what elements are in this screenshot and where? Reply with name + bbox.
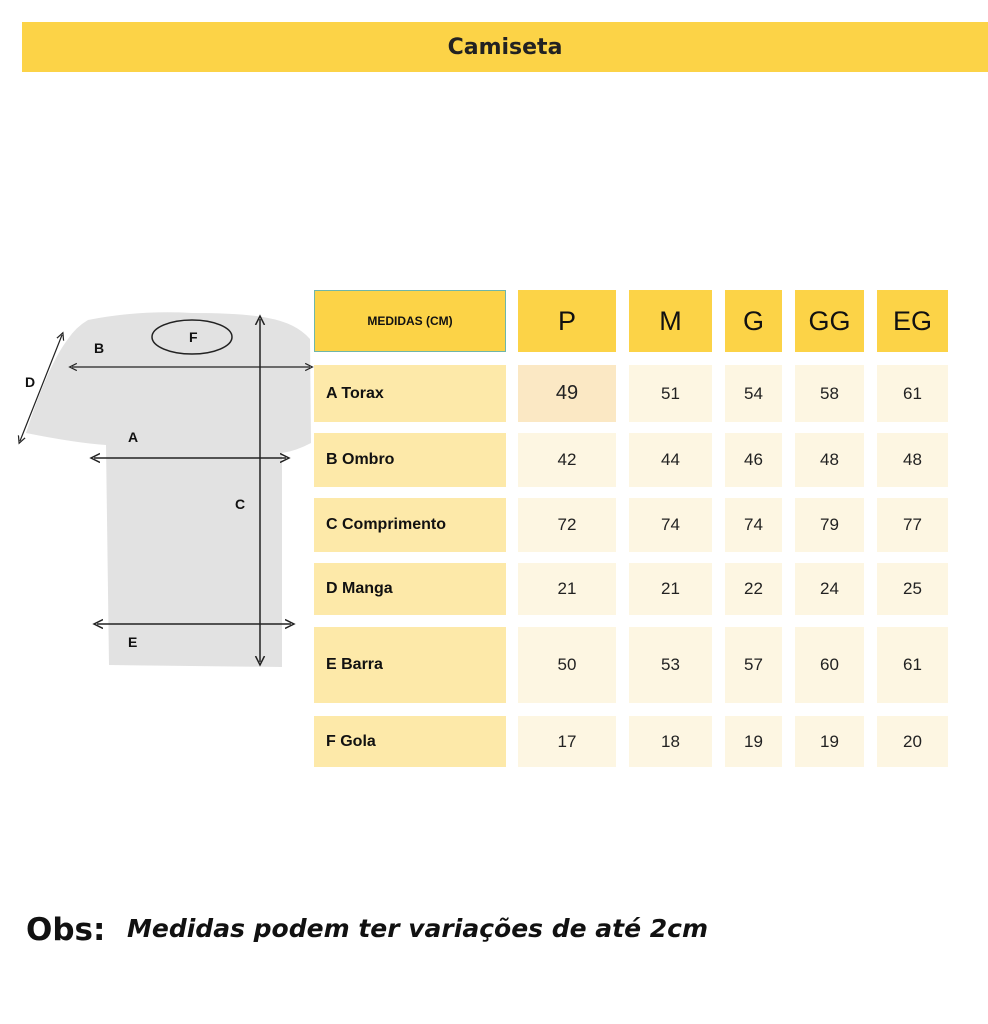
table-cell: 48 <box>877 433 948 487</box>
table-cell: 18 <box>629 716 712 767</box>
diagram-label-d: D <box>25 374 36 390</box>
table-cell: 21 <box>629 563 712 615</box>
table-cell: 17 <box>518 716 616 767</box>
table-cell: 25 <box>877 563 948 615</box>
table-cell: 19 <box>795 716 864 767</box>
diagram-label-b: B <box>94 340 105 356</box>
row-label-ombro: B Ombro <box>314 433 506 487</box>
table-cell: 50 <box>518 627 616 703</box>
table-cell: 79 <box>795 498 864 552</box>
table-cell: 58 <box>795 365 864 422</box>
table-cell: 74 <box>725 498 782 552</box>
header-size-p: P <box>518 290 616 352</box>
table-cell: 21 <box>518 563 616 615</box>
row-label-barra: E Barra <box>314 627 506 703</box>
row-label-manga: D Manga <box>314 563 506 615</box>
diagram-label-e: E <box>128 634 138 650</box>
diagram-label-c: C <box>235 496 246 512</box>
header-medidas: MEDIDAS (CM) <box>314 290 506 352</box>
table-cell: 19 <box>725 716 782 767</box>
header-size-g: G <box>725 290 782 352</box>
table-cell: 74 <box>629 498 712 552</box>
header-size-gg: GG <box>795 290 864 352</box>
header-size-m: M <box>629 290 712 352</box>
table-cell: 24 <box>795 563 864 615</box>
table-cell: 57 <box>725 627 782 703</box>
table-cell: 49 <box>518 365 616 422</box>
diagram-label-f: F <box>189 329 198 345</box>
row-label-gola: F Gola <box>314 716 506 767</box>
tshirt-shape <box>26 312 311 667</box>
row-label-comprimento: C Comprimento <box>314 498 506 552</box>
table-cell: 48 <box>795 433 864 487</box>
table-cell: 51 <box>629 365 712 422</box>
table-cell: 22 <box>725 563 782 615</box>
header-size-eg: EG <box>877 290 948 352</box>
diagram-label-a: A <box>128 429 139 445</box>
tshirt-diagram <box>14 305 314 675</box>
table-cell: 77 <box>877 498 948 552</box>
obs-label: Obs: <box>26 912 106 948</box>
table-cell: 20 <box>877 716 948 767</box>
table-cell: 46 <box>725 433 782 487</box>
table-cell: 44 <box>629 433 712 487</box>
table-cell: 61 <box>877 627 948 703</box>
row-label-torax: A Torax <box>314 365 506 422</box>
obs-text: Medidas podem ter variações de até 2cm <box>127 914 709 943</box>
title-banner <box>22 22 988 72</box>
table-cell: 54 <box>725 365 782 422</box>
table-cell: 42 <box>518 433 616 487</box>
table-cell: 53 <box>629 627 712 703</box>
table-cell: 60 <box>795 627 864 703</box>
table-cell: 72 <box>518 498 616 552</box>
page-title: Camiseta <box>447 34 563 60</box>
table-cell: 61 <box>877 365 948 422</box>
